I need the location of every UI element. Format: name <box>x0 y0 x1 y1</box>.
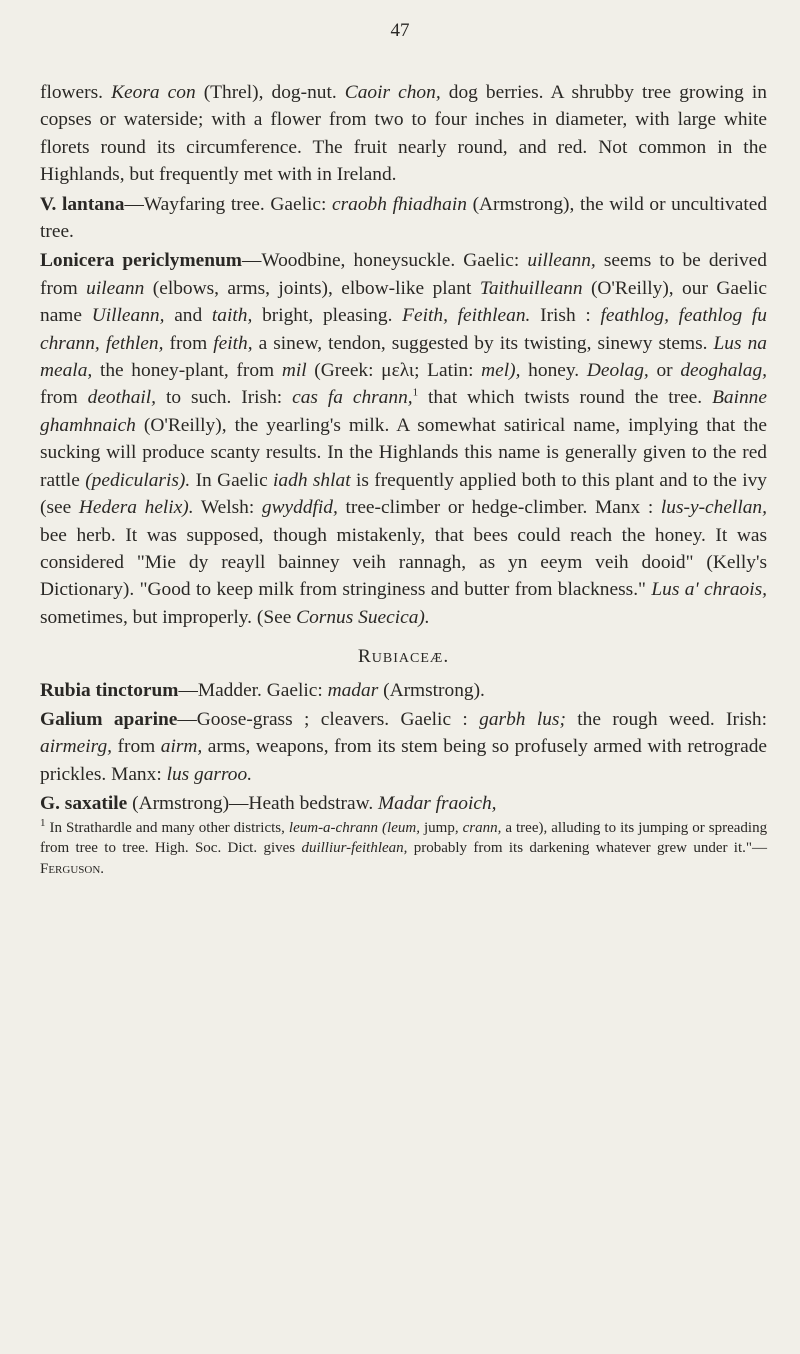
entry-rubia: Rubia tinctorum—Madder. Gaelic: madar (Armstrong). <box>40 679 485 701</box>
footnote-author: Ferguson. <box>40 860 105 877</box>
section-heading: Rubiaceæ. <box>357 646 450 668</box>
footnote: $^1$ In Strathardle and many other districts, leum-a-chrann (leum, jump, crann, a tree), alluding to its jumping or spreading from tree to tree. High. Soc. Dict. gives duilliur-feithlean, probably from its darkening whatever grew under it."—Ferguson. <box>40 816 768 877</box>
entry-lonicera: Lonicera periclymenum—Woodbine, honeysuckle. Gaelic: uilleann, seems to be derived from uileann (elbows, arms, joints), elbow-like plant Taithuilleann (O'Reilly), our Gaelic name Uilleann, and taith, bright, pleasing. Feith, feithlean. Irish : feathlog, feathlog fu chrann, fethlen, from feith, a sinew, tendon, suggested by its twisting, sinewy stems. Lus na meala, the honey-plant, from mil (Greek: μελι; Latin: mel), honey. Deolag, or deoghalag, from deothail, to such. Irish: cas fa chrann,$^1$ that which twists round the tree. Bainne ghamhnaich (O'Reilly), the yearling's milk. A somewhat satirical name, implying that the sucking will produce scanty results. In the Highlands this name is generally given to the red rattle (pedicularis). In Gaelic iadh shlat is frequently applied both to this plant and to the ivy (see Hedera helix). Welsh: gwyddfid, tree-climber or hedge-climber. Manx : lus-y-chellan, bee herb. It was supposed, though mistakenly, that bees could reach the honey. It was considered "Mie dy reayll bainney veih rannagh, as yn eeym veih dooid" (Kelly's Dictionary). "Good to keep milk from stringiness and butter from blackness." Lus a' chraois, sometimes, but improperly. (See Cornus Suecica). <box>40 250 768 628</box>
page-number: 47 <box>390 20 410 41</box>
species-name: Lonicera periclymenum <box>40 250 242 272</box>
species-name: V. lantana <box>40 193 125 215</box>
entry-saxatile: G. saxatile (Armstrong)—Heath bedstraw. Madar fraoich, <box>40 793 497 815</box>
species-name: Galium aparine <box>40 708 178 730</box>
entry-galium: Galium aparine—Goose-grass ; cleavers. Gaelic : garbh lus; the rough weed. Irish: airmeirg, from airm, arms, weapons, from its stem being so profusely armed with retrograde prickles. Manx: lus garroo. <box>40 708 767 785</box>
species-name: Rubia tinctorum <box>40 679 179 701</box>
species-name: G. saxatile <box>40 793 128 815</box>
paragraph-intro: flowers. Keora con (Threl), dog-nut. Caoir chon, dog berries. A shrubby tree growing in copses or waterside; with a flower from two to four inches in diameter, with large white florets round its circumference. The fruit nearly round, and red. Not common in the Highlands, but frequently met with in Ireland. <box>40 82 767 186</box>
footnote-number: 1 <box>40 816 46 829</box>
footnote-marker: 1 <box>412 387 419 399</box>
entry-lantana: V. lantana—Wayfaring tree. Gaelic: craobh fhiadhain (Armstrong), the wild or uncultivated tree. <box>40 193 768 243</box>
body-text <box>40 79 767 879</box>
